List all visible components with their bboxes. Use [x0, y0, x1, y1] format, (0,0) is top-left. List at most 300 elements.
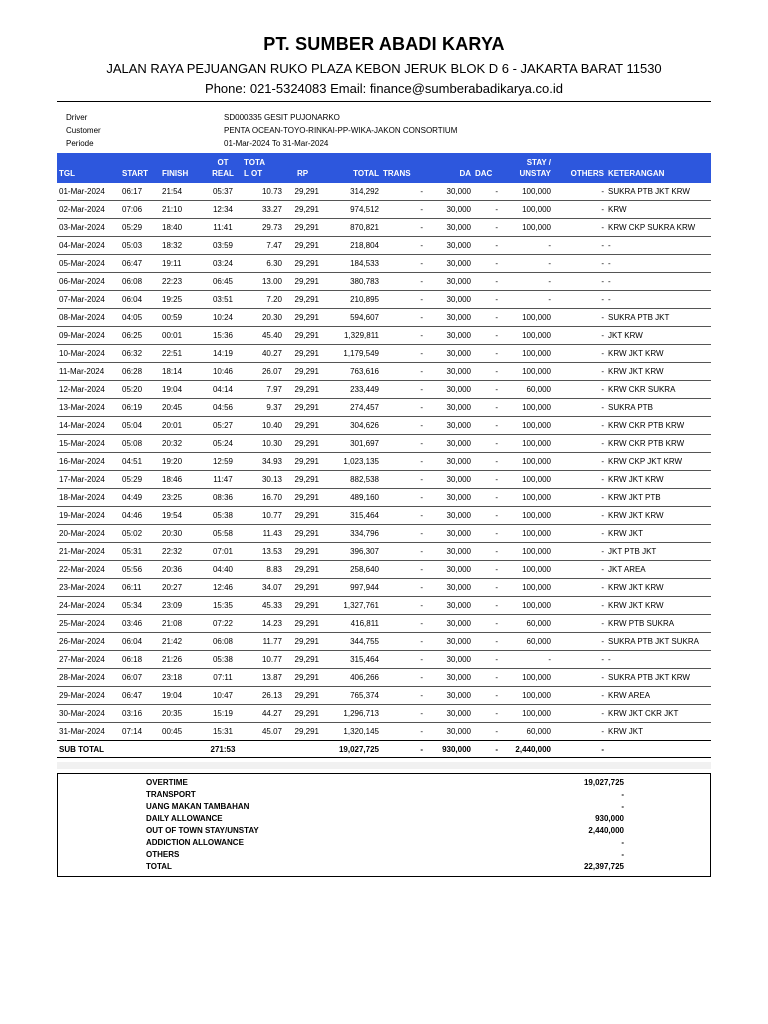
cell-ot: 05:27 — [204, 417, 242, 435]
cell-da: 30,000 — [425, 291, 473, 309]
cell-finish: 19:04 — [160, 687, 204, 705]
cell-ket: KRW JKT — [606, 723, 711, 741]
cell-da: 30,000 — [425, 399, 473, 417]
cell-rp: 29,291 — [284, 381, 321, 399]
summary-value: 19,027,725 — [583, 778, 624, 787]
cell-lot: 40.27 — [242, 345, 284, 363]
cell-tgl: 07-Mar-2024 — [57, 291, 120, 309]
summary-value: - — [621, 838, 624, 847]
table-row — [57, 345, 711, 363]
summary-label: TOTAL — [146, 862, 172, 871]
cell-da: 30,000 — [425, 417, 473, 435]
cell-trans: - — [381, 219, 425, 237]
table-row — [57, 561, 711, 579]
cell-total: 765,374 — [321, 687, 381, 705]
summary-value: 22,397,725 — [583, 862, 624, 871]
cell-stay: 100,000 — [500, 579, 553, 597]
cell-trans: - — [381, 381, 425, 399]
cell-tgl: 06-Mar-2024 — [57, 273, 120, 291]
cell-trans: - — [381, 705, 425, 723]
cell-start: 06:32 — [120, 345, 160, 363]
subtotal-label: SUB TOTAL — [57, 741, 120, 758]
cell-start: 06:47 — [120, 255, 160, 273]
cell-trans: - — [381, 489, 425, 507]
cell-ot: 06:45 — [204, 273, 242, 291]
cell-others: - — [553, 399, 606, 417]
cell-total: 334,796 — [321, 525, 381, 543]
col-start: START — [120, 153, 160, 183]
cell-dac: - — [473, 525, 500, 543]
cell-finish: 23:18 — [160, 669, 204, 687]
cell-start: 06:25 — [120, 327, 160, 345]
cell-start: 06:04 — [120, 633, 160, 651]
cell-ot: 15:36 — [204, 327, 242, 345]
cell-total: 233,449 — [321, 381, 381, 399]
cell-stay: 60,000 — [500, 381, 553, 399]
subtotal-ot: 271:53 — [204, 741, 242, 758]
cell-lot: 11.43 — [242, 525, 284, 543]
cell-stay: 100,000 — [500, 201, 553, 219]
cell-dac: - — [473, 399, 500, 417]
cell-lot: 7.97 — [242, 381, 284, 399]
cell-total: 304,626 — [321, 417, 381, 435]
cell-ket: KRW JKT KRW — [606, 363, 711, 381]
cell-trans: - — [381, 273, 425, 291]
cell-start: 06:07 — [120, 669, 160, 687]
cell-others: - — [553, 597, 606, 615]
cell-ket: KRW CKR PTB KRW — [606, 417, 711, 435]
cell-lot: 26.13 — [242, 687, 284, 705]
cell-finish: 22:23 — [160, 273, 204, 291]
cell-ket: KRW CKP JKT KRW — [606, 453, 711, 471]
summary-value: - — [621, 802, 624, 811]
cell-trans: - — [381, 597, 425, 615]
cell-da: 30,000 — [425, 489, 473, 507]
cell-da: 30,000 — [425, 471, 473, 489]
cell-da: 30,000 — [425, 723, 473, 741]
table-row — [57, 183, 711, 201]
cell-trans: - — [381, 687, 425, 705]
cell-dac: - — [473, 363, 500, 381]
cell-start: 04:46 — [120, 507, 160, 525]
cell-total: 406,266 — [321, 669, 381, 687]
cell-finish: 22:32 — [160, 543, 204, 561]
cell-lot: 10.40 — [242, 417, 284, 435]
cell-finish: 00:01 — [160, 327, 204, 345]
cell-ket: SUKRA PTB JKT — [606, 309, 711, 327]
cell-lot: 10.77 — [242, 507, 284, 525]
cell-da: 30,000 — [425, 687, 473, 705]
cell-da: 30,000 — [425, 615, 473, 633]
table-row — [57, 363, 711, 381]
subtotal-trans: - — [381, 741, 425, 758]
cell-lot: 34.93 — [242, 453, 284, 471]
cell-stay: 100,000 — [500, 453, 553, 471]
table-row — [57, 291, 711, 309]
cell-ot: 15:19 — [204, 705, 242, 723]
cell-lot: 30.13 — [242, 471, 284, 489]
cell-trans: - — [381, 183, 425, 201]
cell-rp: 29,291 — [284, 237, 321, 255]
cell-start: 06:04 — [120, 291, 160, 309]
cell-tgl: 21-Mar-2024 — [57, 543, 120, 561]
cell-trans: - — [381, 471, 425, 489]
cell-others: - — [553, 579, 606, 597]
cell-finish: 18:32 — [160, 237, 204, 255]
subtotal-others: - — [553, 741, 606, 758]
cell-rp: 29,291 — [284, 327, 321, 345]
cell-rp: 29,291 — [284, 543, 321, 561]
cell-trans: - — [381, 237, 425, 255]
cell-ot: 04:40 — [204, 561, 242, 579]
driver-row — [66, 111, 457, 124]
cell-stay: - — [500, 237, 553, 255]
table-row — [57, 417, 711, 435]
summary-label: TRANSPORT — [146, 790, 196, 799]
cell-total: 870,821 — [321, 219, 381, 237]
subtotal-stay: 2,440,000 — [500, 741, 553, 758]
cell-trans: - — [381, 453, 425, 471]
cell-lot: 26.07 — [242, 363, 284, 381]
cell-da: 30,000 — [425, 633, 473, 651]
cell-lot: 7.47 — [242, 237, 284, 255]
cell-dac: - — [473, 561, 500, 579]
cell-total: 315,464 — [321, 507, 381, 525]
cell-rp: 29,291 — [284, 435, 321, 453]
cell-tgl: 31-Mar-2024 — [57, 723, 120, 741]
col-others: OTHERS — [553, 153, 606, 183]
cell-trans: - — [381, 561, 425, 579]
cell-ket: KRW JKT — [606, 525, 711, 543]
cell-others: - — [553, 381, 606, 399]
cell-dac: - — [473, 489, 500, 507]
cell-finish: 19:04 — [160, 381, 204, 399]
col-rp: RP — [284, 153, 321, 183]
cell-trans: - — [381, 309, 425, 327]
cell-rp: 29,291 — [284, 615, 321, 633]
cell-total: 344,755 — [321, 633, 381, 651]
col-da: DA — [425, 153, 473, 183]
cell-finish: 00:45 — [160, 723, 204, 741]
cell-ot: 15:31 — [204, 723, 242, 741]
company-name: PT. SUMBER ABADI KARYA — [263, 34, 505, 54]
cell-finish: 19:11 — [160, 255, 204, 273]
cell-lot: 8.83 — [242, 561, 284, 579]
cell-ket: - — [606, 651, 711, 669]
cell-start: 07:14 — [120, 723, 160, 741]
summary-value: - — [621, 850, 624, 859]
cell-tgl: 28-Mar-2024 — [57, 669, 120, 687]
cell-dac: - — [473, 291, 500, 309]
table-row — [57, 273, 711, 291]
cell-stay: 100,000 — [500, 561, 553, 579]
cell-finish: 23:25 — [160, 489, 204, 507]
cell-stay: 60,000 — [500, 615, 553, 633]
col-total-lot: TOTA L OT — [242, 153, 284, 183]
cell-lot: 10.77 — [242, 651, 284, 669]
cell-start: 06:28 — [120, 363, 160, 381]
cell-rp: 29,291 — [284, 471, 321, 489]
company-address: JALAN RAYA PEJUANGAN RUKO PLAZA KEBON JERUK BLOK D 6 - JAKARTA BARAT 11530 — [106, 61, 662, 76]
cell-stay: 100,000 — [500, 183, 553, 201]
cell-finish: 21:10 — [160, 201, 204, 219]
cell-da: 30,000 — [425, 363, 473, 381]
cell-finish: 20:35 — [160, 705, 204, 723]
cell-lot: 34.07 — [242, 579, 284, 597]
section-spacer — [57, 762, 711, 769]
cell-dac: - — [473, 507, 500, 525]
driver-info — [66, 111, 457, 150]
cell-finish: 18:40 — [160, 219, 204, 237]
cell-ket: KRW JKT KRW — [606, 345, 711, 363]
cell-lot: 10.73 — [242, 183, 284, 201]
cell-total: 1,329,811 — [321, 327, 381, 345]
cell-stay: 100,000 — [500, 489, 553, 507]
table-row — [57, 381, 711, 399]
cell-total: 974,512 — [321, 201, 381, 219]
cell-rp: 29,291 — [284, 597, 321, 615]
summary-value: 2,440,000 — [588, 826, 624, 835]
cell-dac: - — [473, 597, 500, 615]
cell-da: 30,000 — [425, 201, 473, 219]
cell-tgl: 16-Mar-2024 — [57, 453, 120, 471]
subtotal-da: 930,000 — [425, 741, 473, 758]
cell-trans: - — [381, 507, 425, 525]
cell-lot: 14.23 — [242, 615, 284, 633]
cell-da: 30,000 — [425, 561, 473, 579]
cell-lot: 10.30 — [242, 435, 284, 453]
cell-start: 05:29 — [120, 471, 160, 489]
cell-trans: - — [381, 201, 425, 219]
cell-ket: - — [606, 291, 711, 309]
cell-ot: 05:58 — [204, 525, 242, 543]
table-row — [57, 579, 711, 597]
cell-total: 184,533 — [321, 255, 381, 273]
cell-dac: - — [473, 669, 500, 687]
cell-rp: 29,291 — [284, 723, 321, 741]
cell-rp: 29,291 — [284, 309, 321, 327]
subtotal-total: 19,027,725 — [321, 741, 381, 758]
cell-total: 210,895 — [321, 291, 381, 309]
cell-others: - — [553, 273, 606, 291]
cell-stay: 100,000 — [500, 471, 553, 489]
table-row — [57, 201, 711, 219]
cell-others: - — [553, 615, 606, 633]
col-stay: STAY / UNSTAY — [500, 153, 553, 183]
cell-stay: 100,000 — [500, 417, 553, 435]
col-ot-real: OT REAL — [204, 153, 242, 183]
cell-rp: 29,291 — [284, 687, 321, 705]
overtime-table — [57, 153, 711, 758]
cell-stay: 60,000 — [500, 723, 553, 741]
cell-others: - — [553, 669, 606, 687]
cell-rp: 29,291 — [284, 669, 321, 687]
cell-dac: - — [473, 219, 500, 237]
cell-ot: 05:38 — [204, 651, 242, 669]
cell-stay: 100,000 — [500, 309, 553, 327]
cell-tgl: 26-Mar-2024 — [57, 633, 120, 651]
cell-tgl: 23-Mar-2024 — [57, 579, 120, 597]
cell-others: - — [553, 435, 606, 453]
cell-dac: - — [473, 201, 500, 219]
cell-total: 997,944 — [321, 579, 381, 597]
cell-ket: SUKRA PTB JKT SUKRA — [606, 633, 711, 651]
cell-lot: 13.53 — [242, 543, 284, 561]
table-row — [57, 615, 711, 633]
cell-tgl: 19-Mar-2024 — [57, 507, 120, 525]
cell-stay: 100,000 — [500, 525, 553, 543]
cell-others: - — [553, 345, 606, 363]
cell-start: 03:46 — [120, 615, 160, 633]
cell-trans: - — [381, 399, 425, 417]
cell-stay: - — [500, 651, 553, 669]
cell-ket: - — [606, 255, 711, 273]
cell-tgl: 10-Mar-2024 — [57, 345, 120, 363]
cell-others: - — [553, 633, 606, 651]
cell-total: 763,616 — [321, 363, 381, 381]
cell-rp: 29,291 — [284, 561, 321, 579]
cell-start: 07:06 — [120, 201, 160, 219]
col-total: TOTAL — [321, 153, 381, 183]
cell-rp: 29,291 — [284, 363, 321, 381]
cell-rp: 29,291 — [284, 345, 321, 363]
cell-da: 30,000 — [425, 651, 473, 669]
summary-row — [146, 790, 624, 799]
cell-tgl: 17-Mar-2024 — [57, 471, 120, 489]
cell-finish: 18:46 — [160, 471, 204, 489]
col-finish: FINISH — [160, 153, 204, 183]
table-row — [57, 543, 711, 561]
company-contact: Phone: 021-5324083 Email: finance@sumberabadikarya.co.id — [205, 81, 563, 96]
cell-dac: - — [473, 381, 500, 399]
cell-tgl: 03-Mar-2024 — [57, 219, 120, 237]
cell-others: - — [553, 417, 606, 435]
cell-dac: - — [473, 579, 500, 597]
col-keterangan: KETERANGAN — [606, 153, 711, 183]
header-divider — [57, 101, 711, 102]
table-row — [57, 237, 711, 255]
period-value: 01-Mar-2024 To 31-Mar-2024 — [224, 139, 329, 148]
cell-lot: 44.27 — [242, 705, 284, 723]
table-row — [57, 651, 711, 669]
table-row — [57, 597, 711, 615]
cell-others: - — [553, 507, 606, 525]
summary-row — [146, 814, 624, 823]
table-row — [57, 723, 711, 741]
cell-dac: - — [473, 633, 500, 651]
cell-finish: 19:25 — [160, 291, 204, 309]
summary-label: ADDICTION ALLOWANCE — [146, 838, 244, 847]
cell-others: - — [553, 453, 606, 471]
cell-total: 1,320,145 — [321, 723, 381, 741]
cell-ot: 03:59 — [204, 237, 242, 255]
cell-others: - — [553, 651, 606, 669]
cell-finish: 20:32 — [160, 435, 204, 453]
cell-dac: - — [473, 453, 500, 471]
cell-ket: JKT AREA — [606, 561, 711, 579]
cell-dac: - — [473, 327, 500, 345]
cell-da: 30,000 — [425, 597, 473, 615]
table-row — [57, 309, 711, 327]
cell-total: 1,179,549 — [321, 345, 381, 363]
cell-lot: 7.20 — [242, 291, 284, 309]
cell-trans: - — [381, 363, 425, 381]
cell-da: 30,000 — [425, 255, 473, 273]
cell-finish: 20:36 — [160, 561, 204, 579]
cell-total: 380,783 — [321, 273, 381, 291]
cell-finish: 00:59 — [160, 309, 204, 327]
cell-others: - — [553, 327, 606, 345]
cell-dac: - — [473, 471, 500, 489]
cell-lot: 13.87 — [242, 669, 284, 687]
cell-start: 05:56 — [120, 561, 160, 579]
cell-trans: - — [381, 255, 425, 273]
cell-others: - — [553, 255, 606, 273]
cell-tgl: 25-Mar-2024 — [57, 615, 120, 633]
cell-total: 489,160 — [321, 489, 381, 507]
cell-da: 30,000 — [425, 183, 473, 201]
cell-dac: - — [473, 345, 500, 363]
cell-dac: - — [473, 237, 500, 255]
cell-ot: 10:47 — [204, 687, 242, 705]
cell-ket: - — [606, 273, 711, 291]
col-dac: DAC — [473, 153, 500, 183]
table-row — [57, 489, 711, 507]
cell-trans: - — [381, 327, 425, 345]
cell-trans: - — [381, 579, 425, 597]
cell-tgl: 22-Mar-2024 — [57, 561, 120, 579]
cell-stay: 100,000 — [500, 327, 553, 345]
cell-tgl: 02-Mar-2024 — [57, 201, 120, 219]
cell-tgl: 08-Mar-2024 — [57, 309, 120, 327]
cell-ot: 04:14 — [204, 381, 242, 399]
cell-tgl: 12-Mar-2024 — [57, 381, 120, 399]
cell-da: 30,000 — [425, 525, 473, 543]
table-row — [57, 219, 711, 237]
cell-da: 30,000 — [425, 309, 473, 327]
cell-others: - — [553, 309, 606, 327]
table-row — [57, 633, 711, 651]
cell-ket: SUKRA PTB JKT KRW — [606, 183, 711, 201]
summary-label: OVERTIME — [146, 778, 188, 787]
cell-ot: 05:38 — [204, 507, 242, 525]
cell-trans: - — [381, 615, 425, 633]
cell-ot: 05:24 — [204, 435, 242, 453]
cell-trans: - — [381, 633, 425, 651]
cell-dac: - — [473, 417, 500, 435]
cell-ket: KRW — [606, 201, 711, 219]
cell-start: 06:19 — [120, 399, 160, 417]
cell-tgl: 18-Mar-2024 — [57, 489, 120, 507]
cell-ket: JKT KRW — [606, 327, 711, 345]
cell-trans: - — [381, 417, 425, 435]
cell-dac: - — [473, 183, 500, 201]
cell-rp: 29,291 — [284, 201, 321, 219]
cell-tgl: 30-Mar-2024 — [57, 705, 120, 723]
cell-rp: 29,291 — [284, 417, 321, 435]
cell-da: 30,000 — [425, 435, 473, 453]
table-row — [57, 525, 711, 543]
cell-ot: 12:59 — [204, 453, 242, 471]
cell-trans: - — [381, 525, 425, 543]
cell-others: - — [553, 561, 606, 579]
cell-start: 06:18 — [120, 651, 160, 669]
period-label: Periode — [66, 139, 94, 148]
cell-da: 30,000 — [425, 669, 473, 687]
cell-others: - — [553, 291, 606, 309]
cell-total: 314,292 — [321, 183, 381, 201]
cell-others: - — [553, 723, 606, 741]
